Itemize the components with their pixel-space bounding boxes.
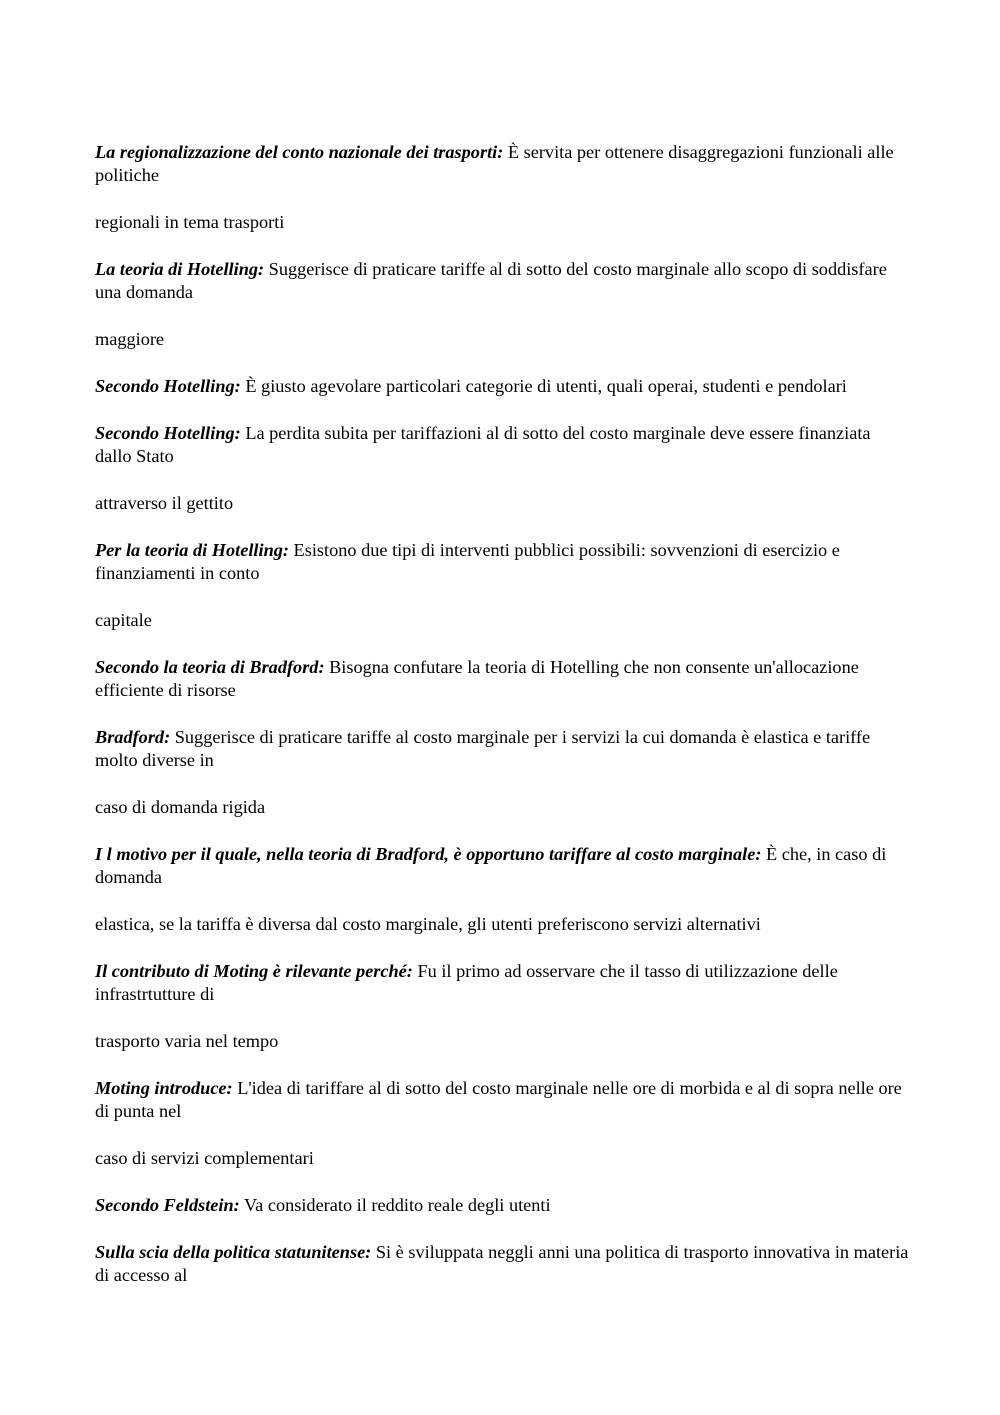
paragraph-term: Secondo Hotelling:	[95, 376, 241, 396]
paragraph	[95, 1241, 910, 1287]
paragraph-text: attraverso il gettito	[95, 493, 234, 513]
paragraph-text: Suggerisce di praticare tariffe al di sotto del costo marginale allo scopo di soddisfare una domanda	[95, 259, 887, 302]
paragraph	[95, 1077, 910, 1123]
document-page	[95, 141, 910, 1311]
paragraph-term: I l motivo per il quale, nella teoria di Bradford, è opportuno tariffare al costo marginale:	[95, 844, 762, 864]
paragraph-term: Moting introduce:	[95, 1078, 233, 1098]
paragraph	[95, 1194, 910, 1217]
paragraph-term: La teoria di Hotelling:	[95, 259, 265, 279]
paragraph	[95, 843, 910, 889]
paragraph	[95, 726, 910, 772]
paragraph-term: Per la teoria di Hotelling:	[95, 540, 289, 560]
paragraph	[95, 258, 910, 304]
paragraph	[95, 960, 910, 1006]
paragraph	[95, 656, 910, 702]
paragraph	[95, 422, 910, 468]
paragraph-term: Secondo Hotelling:	[95, 423, 241, 443]
paragraph-term: Secondo Feldstein:	[95, 1195, 240, 1215]
paragraph-text: È giusto agevolare particolari categorie di utenti, quali operai, studenti e pendolari	[240, 376, 847, 396]
paragraph-text: Si è sviluppata neggli anni una politica di trasporto innovativa in materia di accesso al	[95, 1242, 909, 1285]
paragraph-text: È che, in caso di domanda	[95, 844, 887, 887]
paragraph-text: regionali in tema trasporti	[95, 212, 285, 232]
paragraph-text: Fu il primo ad osservare che il tasso di utilizzazione delle infrastrtutture di	[95, 961, 838, 1004]
paragraph-text: Bisogna confutare la teoria di Hotelling che non consente un'allocazione efficiente di risorse	[95, 657, 859, 700]
paragraph	[95, 211, 910, 234]
paragraph-term: Il contributo di Moting è rilevante perché:	[95, 961, 413, 981]
paragraph-term: Secondo la teoria di Bradford:	[95, 657, 325, 677]
paragraph	[95, 492, 910, 515]
paragraph-text: trasporto varia nel tempo	[95, 1031, 279, 1051]
paragraph	[95, 1030, 910, 1053]
paragraph-term: Sulla scia della politica statunitense:	[95, 1242, 372, 1262]
paragraph-text: L'idea di tariffare al di sotto del costo marginale nelle ore di morbida e al di sopra nelle ore di punta nel	[95, 1078, 902, 1121]
paragraph-text: maggiore	[95, 329, 165, 349]
paragraph-text: caso di domanda rigida	[95, 797, 266, 817]
paragraph	[95, 375, 910, 398]
paragraph	[95, 141, 910, 187]
paragraph-text: Va considerato il reddito reale degli utenti	[239, 1195, 551, 1215]
paragraph-term: La regionalizzazione del conto nazionale dei trasporti:	[95, 142, 504, 162]
paragraph	[95, 913, 910, 936]
paragraph-text: La perdita subita per tariffazioni al di sotto del costo marginale deve essere finanziata dallo Stato	[95, 423, 871, 466]
paragraph	[95, 539, 910, 585]
paragraph	[95, 1147, 910, 1170]
paragraph-term: Bradford:	[95, 727, 171, 747]
paragraph	[95, 328, 910, 351]
paragraph	[95, 609, 910, 632]
paragraph-text: Suggerisce di praticare tariffe al costo marginale per i servizi la cui domanda è elastica e tariffe molto diverse in	[95, 727, 871, 770]
paragraph-text: Esistono due tipi di interventi pubblici possibili: sovvenzioni di esercizio e finanziamenti in conto	[95, 540, 840, 583]
paragraph	[95, 796, 910, 819]
paragraph-text: elastica, se la tariffa è diversa dal costo marginale, gli utenti preferiscono servizi alternativi	[95, 914, 761, 934]
paragraph-text: capitale	[95, 610, 152, 630]
paragraph-text: È servita per ottenere disaggregazioni funzionali alle politiche	[95, 142, 894, 185]
paragraph-text: caso di servizi complementari	[95, 1148, 314, 1168]
